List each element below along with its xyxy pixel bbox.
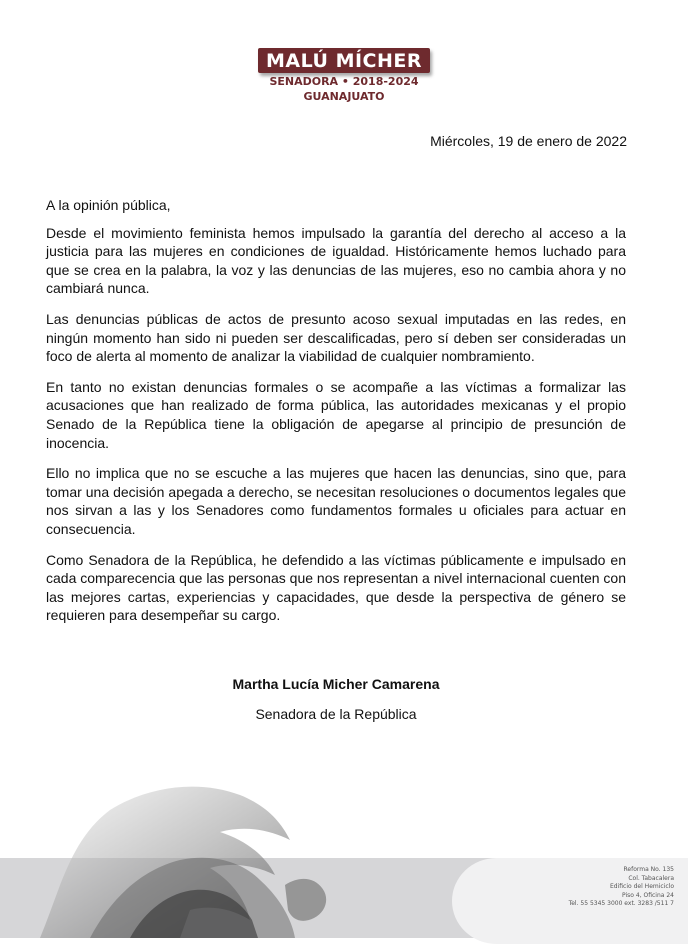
paragraph-5: Como Senadora de la República, he defendido a las víctimas públicamente e impulsado en cada comparecencia que las personas que nos representan a nivel internacional cuenten con las mejores cartas, experiencias y capacidades, que desde la perspectiva de género se requieren para desempeñar su cargo.	[46, 551, 626, 624]
paragraph-4: Ello no implica que no se escuche a las mujeres que hacen las denuncias, sino que, para tomar una decisión apegada a derecho, se necesitan resoluciones o documentos legales que nos sirvan a las y los Senadores como fundamentos formales u oficiales para actuar en consecuencia.	[46, 465, 626, 537]
signature-role: Senadora de la República	[255, 706, 417, 722]
letter-body	[46, 196, 626, 637]
logo-term: SENADORA • 2018-2024	[269, 75, 419, 88]
paragraph-1: Desde el movimiento feminista hemos impulsado la garantía del derecho al acceso a la justicia para las mujeres en condiciones de igualdad. Históricamente hemos luchado para que se crea en la palabra, la voz y las denuncias de las mujeres, eso no cambia ahora y no cambiará nunca.	[46, 224, 626, 297]
address-line: Piso 4, Oficina 24	[622, 891, 674, 899]
paragraph-2: Las denuncias públicas de actos de presunto acoso sexual imputadas en las redes, en ningún momento han sido ni pueden ser descalificadas, pero sí deben ser consideradas un foco de alerta al momento de analizar la viabilidad de cualquier nombramiento.	[46, 310, 626, 365]
address-line: Tel. 55 5345 3000 ext. 3283 /511 7	[568, 900, 674, 908]
eagle-sculpture-image	[30, 770, 350, 938]
salutation: A la opinión pública,	[46, 197, 171, 213]
paragraph-3: En tanto no existan denuncias formales o se acompañe a las víctimas a formalizar las acusaciones que han realizado de forma pública, las autoridades mexicanas y el propio Senado de la República tiene la obligación de apegarse al principio de presunción de inocencia.	[46, 378, 626, 451]
logo-name: MALÚ MÍCHER	[258, 48, 430, 73]
senate-letterhead-logo	[0, 48, 688, 103]
address-line: Col. Tabacalera	[628, 874, 674, 882]
footer-address	[569, 866, 674, 909]
address-line: Reforma No. 135	[623, 866, 674, 873]
logo-state: GUANAJUATO	[303, 90, 385, 103]
letter-date: Miércoles, 19 de enero de 2022	[430, 133, 627, 149]
signature-name: Martha Lucía Micher Camarena	[232, 676, 440, 692]
address-line: Edificio del Hemiciclo	[610, 883, 674, 891]
